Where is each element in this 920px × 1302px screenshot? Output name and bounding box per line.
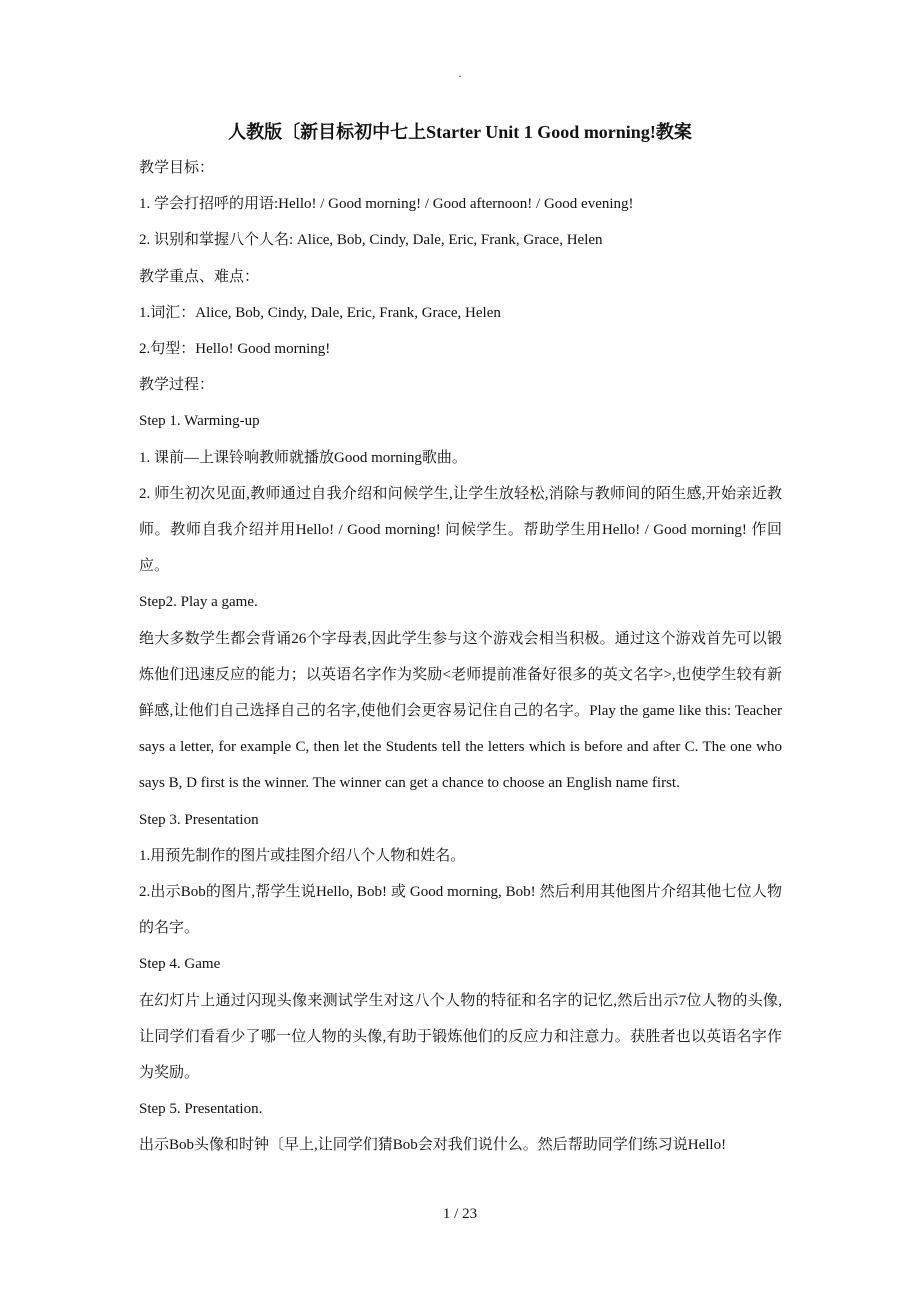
step-2-paragraph: 绝大多数学生都会背诵26个字母表,因此学生参与这个游戏会相当积极。通过这个游戏首先可以锻炼他们迅速反应的能力；以英语名字作为奖励<老师提前准备好很多的英文名字>,也使学生较有新鲜感,让他们自己选择自己的名字,使他们会更容易记住自己的名字。Play the game like this: Teacher says a letter, for example C, then let the Students tell the letters which is before and after C. The one who says B, D first is the winner. The winner can get a chance to choose an English name first.: [139, 630, 782, 792]
section-heading-process: 教学过程：: [139, 377, 215, 394]
step-4-heading: Step 4. Game: [139, 956, 221, 973]
step-3-item-1: 1.用预先制作的图片或挂图介绍八个人物和姓名。: [139, 847, 466, 864]
section-heading-key-points: 教学重点、难点：: [139, 268, 260, 285]
step-2-heading: Step2. Play a game.: [139, 594, 258, 611]
document-title: 人教版〔新目标初中七上Starter Unit 1 Good morning!教案: [228, 122, 692, 142]
key-point-sentence: 2.句型：Hello! Good morning!: [139, 341, 331, 358]
step-3-item-2: 2.出示Bob的图片,帮学生说Hello, Bob! 或 Good morning, Bob! 然后利用其他图片介绍其他七位人物的名字。: [139, 884, 782, 937]
section-heading-objectives: 教学目标：: [139, 160, 215, 176]
step-5-paragraph: 出示Bob头像和时钟〔早上,让同学们猜Bob会对我们说什么。然后帮助同学们练习说Hello!: [139, 1137, 727, 1154]
page-number: 1 / 23: [442, 1206, 478, 1222]
document-body: [139, 150, 782, 1164]
step-4-paragraph: 在幻灯片上通过闪现头像来测试学生对这八个人物的特征和名字的记忆,然后出示7位人物的头像,让同学们看看少了哪一位人物的头像,有助于锻炼他们的反应力和注意力。获胜者也以英语名字作为奖励。: [139, 992, 782, 1082]
header-mark: .: [458, 66, 462, 80]
step-1-item-2: 2. 师生初次见面,教师通过自我介绍和问候学生,让学生放轻松,消除与教师间的陌生感,开始亲近教师。教师自我介绍并用Hello! / Good morning! 问候学生。帮助学生用Hello! / Good morning! 作回应。: [139, 485, 782, 575]
step-3-heading: Step 3. Presentation: [139, 811, 259, 828]
objective-item-1: 1. 学会打招呼的用语:Hello! / Good morning! / Good afternoon! / Good evening!: [139, 196, 634, 213]
key-point-vocabulary: 1.词汇：Alice, Bob, Cindy, Dale, Eric, Frank, Grace, Helen: [139, 304, 501, 321]
step-1-heading: Step 1. Warming-up: [139, 413, 260, 430]
objective-item-2: 2. 识别和掌握八个人名: Alice, Bob, Cindy, Dale, Eric, Frank, Grace, Helen: [139, 232, 603, 249]
step-1-item-1: 1. 课前—上课铃响教师就播放Good morning歌曲。: [139, 449, 467, 466]
step-5-heading: Step 5. Presentation.: [139, 1101, 263, 1118]
